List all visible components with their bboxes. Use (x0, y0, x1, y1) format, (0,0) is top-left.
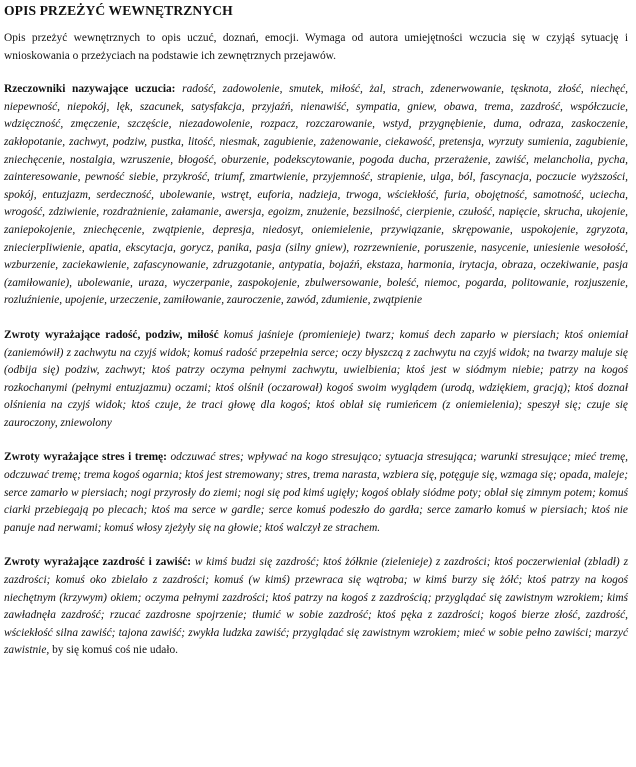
section-heading: Zwroty wyrażające stres i tremę: (4, 451, 167, 464)
section-jealousy-envy (4, 554, 628, 660)
section-tail: by się komuś coś nie udało. (49, 644, 179, 657)
section-body: w kimś budzi się zazdrość; ktoś żółknie (zielenieje) z zazdrości; ktoś poczerwieniał (zbladł) z zazdrości; komuś oko zbielało z zazdrości; komuś (w kimś) przewraca się wątroba; w kimś burzy się żółć; ktoś patrzy na kogoś niechętnym (krzywym) okiem; oczyma pełnymi zazdrości; ktoś patrzy na kogoś z zazdrością; przyglądać się zawistnym wzrokiem; kimś zawładnęła zazdrość; rzucać zazdrosne spojrzenie; tłumić w sobie zazdrość; ktoś pęka z zazdrości; kogoś bierze złość, zazdrość, wściekłość silna zawiść; tajona zawiść; zwykła ludzka zawiść; przyglądać się zawistnym wzrokiem; mieć w sobie pełno zawiści; marzyć zawistnie, (4, 556, 628, 657)
section-body: radość, zadowolenie, smutek, miłość, żal, strach, zdenerwowanie, tęsknota, złość, niechęć, niepewność, niepokój, lęk, szacunek, satysfakcja, przyjaźń, nienawiść, sympatia, gniew, obawa, trema, zazdrość, współczucie, wdzięczność, zmęczenie, szczęście, niezadowolenie, rozpacz, rozczarowanie, wstyd, przygnębienie, duma, odraza, zaskoczenie, zakłopotanie, zachwyt, podziw, pustka, litość, niesmak, zagubienie, zażenowanie, ciekawość, pretensja, wyrzuty sumienia, zagubienie, zniechęcenie, nostalgia, wzruszenie, błogość, oburzenie, podekscytowanie, pogoda ducha, przerażenie, zawiść, melancholia, pycha, zainteresowanie, pewność siebie, przykrość, triumf, zmartwienie, przyjemność, strapienie, ulga, ból, fascynacja, poczucie wyższości, spokój, entuzjazm, serdeczność, ubolewanie, wstręt, euforia, nadzieja, trwoga, wściekłość, furia, obojętność, samotność, uciecha, wrogość, zdziwienie, rozdrażnienie, załamanie, awersja, egoizm, znużenie, bezsilność, cierpienie, czułość, napięcie, skrucha, ukojenie, zaniepokojenie, zniechęcenie, zwątpienie, depresja, niedosyt, oniemielenie, przywiązanie, skrępowanie, uspokojenie, zgryzota, zniecierpliwienie, apatia, ekscytacja, gorycz, panika, pasja (silny gniew), rozrzewnienie, poruszenie, nasycenie, uniesienie wesołość, wzburzenie, zaciekawienie, zafascynowanie, zdruzgotanie, antypatia, bojaźń, ekstaza, harmonia, irytacja, obraza, oczekiwanie, pasja (zamiłowanie), ubolewanie, uraza, wyczerpanie, zaspokojenie, zbulwersowanie, boleść, niemoc, pogarda, politowanie, rozjuszenie, rozluźnienie, upojenie, urzeczenie, zamiłowanie, zauroczenie, zawód, zdumienie, zwątpienie (4, 83, 629, 307)
section-heading: Zwroty wyrażające zazdrość i zawiść: (4, 556, 192, 569)
section-feeling-nouns (4, 81, 628, 310)
section-joy-admiration-love (4, 327, 628, 433)
section-stress-stage-fright (4, 449, 628, 537)
section-heading: Rzeczowniki nazywające uczucia: (4, 83, 176, 96)
section-body: odczuwać stres; wpływać na kogo stresująco; sytuacja stresująca; warunki stresujące; mieć tremę, odczuwać tremę; trema kogoś ogarnia; ktoś jest stremowany; stres, trema narasta, wzbiera się, potęguje się, wzmaga się; opada, maleje; serce zamarło w piersiach; nogi przyrosły do ziemi; nogi się pod kimś ugięły; kogoś oblały siódme poty; oblał się zimnym potem; komuś ciarki przebiegają po plecach; ktoś ma serce w gardle; serce komuś podeszło do gardła; serce zamarło komuś w piersiach; ktoś nie panuje nad nerwami; komuś włosy zjeżyły się na głowie; ktoś walczył ze strachem. (4, 451, 628, 534)
document-title: OPIS PRZEŻYĆ WEWNĘTRZNYCH (4, 3, 233, 18)
intro-paragraph: Opis przeżyć wewnętrznych to opis uczuć, doznań, emocji. Wymaga od autora umiejętności wczucia się w czyjąś sytuację i wnioskowania o przeżyciach na podstawie ich zewnętrznych przejawów. (4, 32, 628, 62)
section-heading: Zwroty wyrażające radość, podziw, miłość (4, 328, 219, 341)
section-body: komuś jaśnieje (promienieje) twarz; komuś dech zaparło w piersiach; ktoś oniemiał (zaniemówił) z zachwytu na czyjś widok; komuś radość przepełnia serce; oczy błyszczą z zachwytu na czyjś widok; na twarzy maluje się (odbija się) podziw, zachwyt; ktoś patrzy oczyma pełnymi zachwytu, uwielbienia; ktoś jest w siódmym niebie; patrzy na kogoś rozkochanymi (pełnymi entuzjazmu) oczami; ktoś olśnił (oczarował) kogoś swoim wyglądem (urodą, wdziękiem, gracją); ktoś doznał olśnienia na czyjś widok; ktoś czuje, że traci głowę dla kogoś; ktoś oblał się rumieńcem (z oniemielenia); speszył się; czuje się zauroczony, zniewolony (4, 328, 628, 429)
